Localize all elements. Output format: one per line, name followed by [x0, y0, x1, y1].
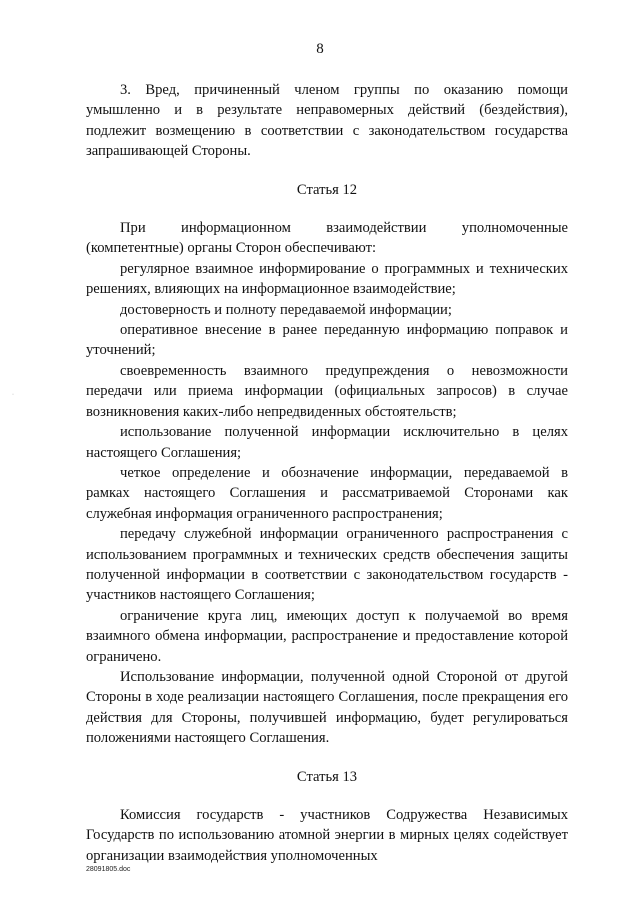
footer-filename: 28091805.doc [86, 866, 131, 873]
article-12-paragraph: использование полученной информации исключительно в целях настоящего Соглашения; [86, 424, 568, 461]
article-12-paragraph: передачу служебной информации ограниченного распространения с использованием программных и технических средств обеспечения защиты полученной информации в соответствии с законодательством государств - участников настоящего Соглашения; [86, 526, 568, 604]
article-12-paragraph: оперативное внесение в ранее переданную информацию поправок и уточнений; [86, 322, 568, 359]
article-12-paragraph: При информационном взаимодействии уполномоченные (компетентные) органы Сторон обеспечивают: [86, 220, 568, 257]
margin-dot: · [12, 392, 14, 398]
article-12-paragraph: ограничение круга лиц, имеющих доступ к получаемой во время взаимного обмена информации, распространение и предоставление которой ограничено. [86, 607, 568, 665]
article-12-paragraph: регулярное взаимное информирование о программных и технических решениях, влияющих на информационное взаимодействие; [86, 260, 568, 298]
article-12-paragraph: достоверность и полноту передаваемой информации; [120, 301, 452, 318]
article-12-paragraph: своевременность взаимного предупреждения о невозможности передачи или приема информации (официальных запросов) в случае возникновения каких-либо непредвиденных обстоятельств; [86, 362, 568, 420]
page-number: 8 [316, 41, 324, 57]
article-12-title: Статья 12 [296, 181, 358, 198]
article-12-paragraph: Использование информации, полученной одной Стороной от другой Стороны в ходе реализации настоящего Соглашения, после прекращения его действия для Стороны, получившей информацию, будет регулироваться положениями настоящего Соглашения. [86, 668, 568, 747]
article-13-paragraph: Комиссия государств - участников Содружества Независимых Государств по использованию атомной энергии в мирных целях содействует организации взаимодействия уполномоченных [86, 807, 568, 864]
article-12-paragraph: четкое определение и обозначение информации, передаваемой в рамках настоящего Соглашения и рассматриваемой Сторонами как служебная информация ограниченного распространения; [86, 464, 568, 522]
document-body [86, 80, 568, 866]
article-13-title: Статья 13 [296, 768, 358, 785]
paragraph-3-damage: 3. Вред, причиненный членом группы по оказанию помощи умышленно и в результате неправомерных действий (бездействия), подлежит возмещению в соответствии с законодательством государства запрашивающей Стороны. [86, 82, 568, 160]
